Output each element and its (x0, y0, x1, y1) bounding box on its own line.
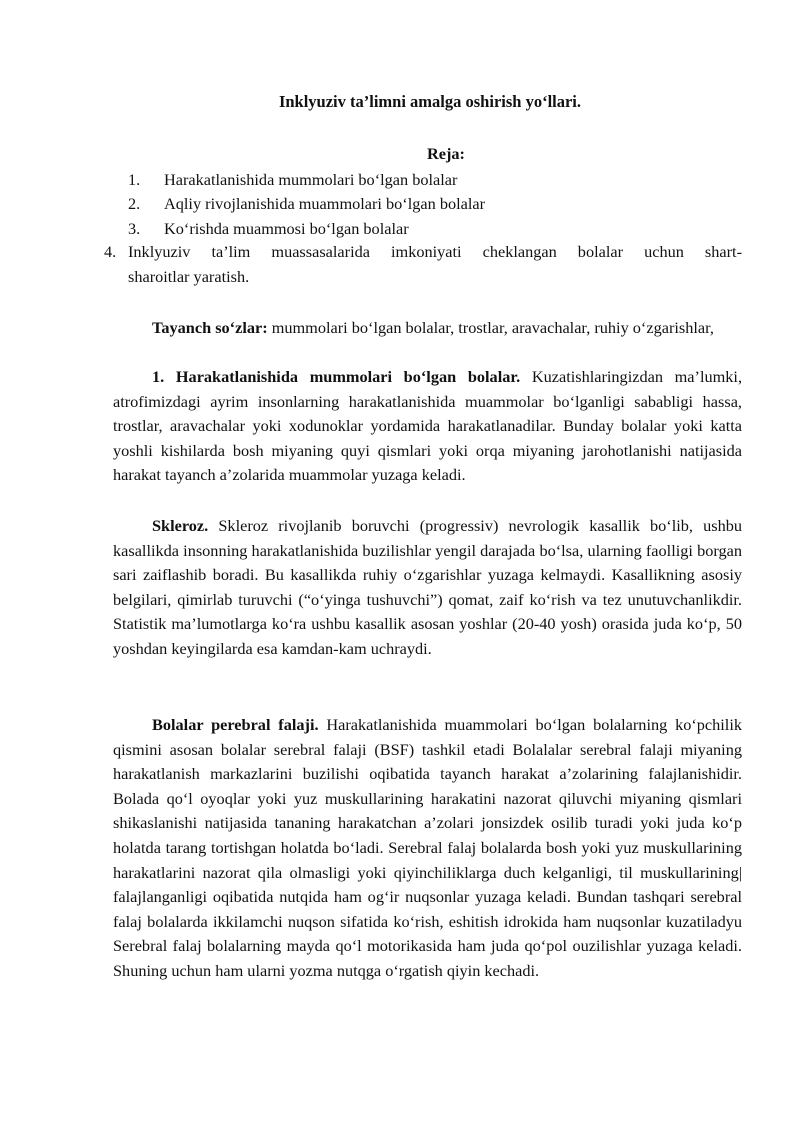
plan-item-text-continued: sharoitlar yaratish. (128, 266, 250, 286)
keywords-paragraph (113, 316, 742, 341)
section-1-heading: 1. Harakatlanishida mummolari bo‘lgan bolalar. (152, 367, 521, 386)
plan-list (128, 168, 485, 241)
plan-item (128, 168, 485, 192)
section-1-text: Kuzatishlaringizdan ma’lumki, atrofimizdagi ayrim insonlarning harakatlanishida muammolar bo‘lganligi sababligi hassa, trostlar, aravachalar yoki xodunoklar yordamida harakatlanadilar. Bunday bolalar yoki katta yoshli kishilarda bosh miyaning quyi qismlari yoki orqa miyaning jarohotlanishi natijasida harakat tayanch a’zolarida muammolar yuzaga keladi. (113, 367, 743, 485)
plan-item (128, 217, 485, 241)
plan-item-text: Inklyuziv ta’lim muassasalarida imkoniyati cheklangan bolalar uchun shart- (128, 242, 742, 261)
skleroz-heading: Skleroz. (152, 516, 209, 535)
cerebral-palsy-text: Harakatlanishida muammolari bo‘lgan bolalarning ko‘pchilik qismini asosan bolalar serebral falaji (BSF) tashkil etadi Bolalalar serebral falaji miyaning harakatlanish markazlarini buzilishi oqibatida tayanch harakat a’zolarining falajlanishidir. Bolada qo‘l oyoqlar yoki yuz muskullarining harakatini nazorat qiluvchi miyaning qismlari shikaslanishi natijasida tananing harakatchan a’zolari jonsizdek osilib turadi yoki juda ko‘p holatda tarang tortishgan holatda bo‘ladi. Serebral falaj bolalarda bosh yoki yuz muskullarining harakatlarini nazorat qila olmasligi yoki qiyinchiliklarga duch kelganligi, til muskullarining| falajlanganligi oqibatida nutqida ham og‘ir nuqsonlar yuzaga keladi. Bundan tashqari serebral falaj bolalarda ikkilamchi nuqson sifatida ko‘rish, eshitish idrokida ham nuqsonlar kuzatiladyu Serebral falaj bolalarning mayda qo‘l motorikasida ham juda qo‘pol ouzilishlar yuzaga keladi. Shuning uchun ham ularni yozma nutqga o‘rgatish qiyin kechadi. (113, 715, 742, 980)
skleroz-paragraph (113, 514, 742, 662)
skleroz-text: Skleroz rivojlanib boruvchi (progressiv) nevrologik kasallik bo‘lib, ushbu kasallikda insonning harakatlanishida buzilishlar yengil darajada bo‘lsa, ularning faolligi borgan sari zaiflashib boradi. Bu kasallikda ruhiy o‘zgarishlar yuzaga kelmaydi. Kasallikning asosiy belgilari, qimirlab turuvchi (“o‘yinga tushuvchi”) qomat, zaif ko‘rish va tez unutuvchanlikdir. Statistik ma’lumotlarga ko‘ra ushbu kasallik asosan yoshlar (20-40 yosh) orasida juda ko‘p, 50 yoshdan keyingilarda esa kamdan-kam uchraydi. (113, 516, 742, 658)
document-title: Inklyuziv ta’limni amalga oshirish yo‘llari. (278, 92, 582, 111)
plan-item-number: 3. (128, 218, 141, 238)
plan-item-line (104, 240, 742, 265)
cerebral-palsy-heading: Bolalar perebral falaji. (152, 715, 319, 734)
cerebral-palsy-paragraph (113, 713, 742, 984)
plan-item (128, 192, 485, 216)
keywords-text: mummolari bo‘lgan bolalar, trostlar, aravachalar, ruhiy o‘zgarishlar, (267, 318, 714, 337)
plan-item-number: 1. (128, 170, 141, 189)
plan-item-text: Harakatlanishida mummolari bo‘lgan bolalar (164, 170, 458, 189)
section-1-paragraph (113, 365, 742, 488)
plan-item (104, 240, 742, 289)
plan-item-text: Ko‘rishda muammosi bo‘lgan bolalar (164, 218, 409, 238)
plan-item-text: Aqliy rivojlanishida muammolari bo‘lgan bolalar (164, 194, 486, 214)
keywords-label: Tayanch so‘zlar: (152, 318, 268, 337)
plan-item-number: 2. (128, 194, 141, 214)
plan-heading: Reja: (427, 144, 465, 163)
plan-item-number: 4. (104, 242, 117, 261)
